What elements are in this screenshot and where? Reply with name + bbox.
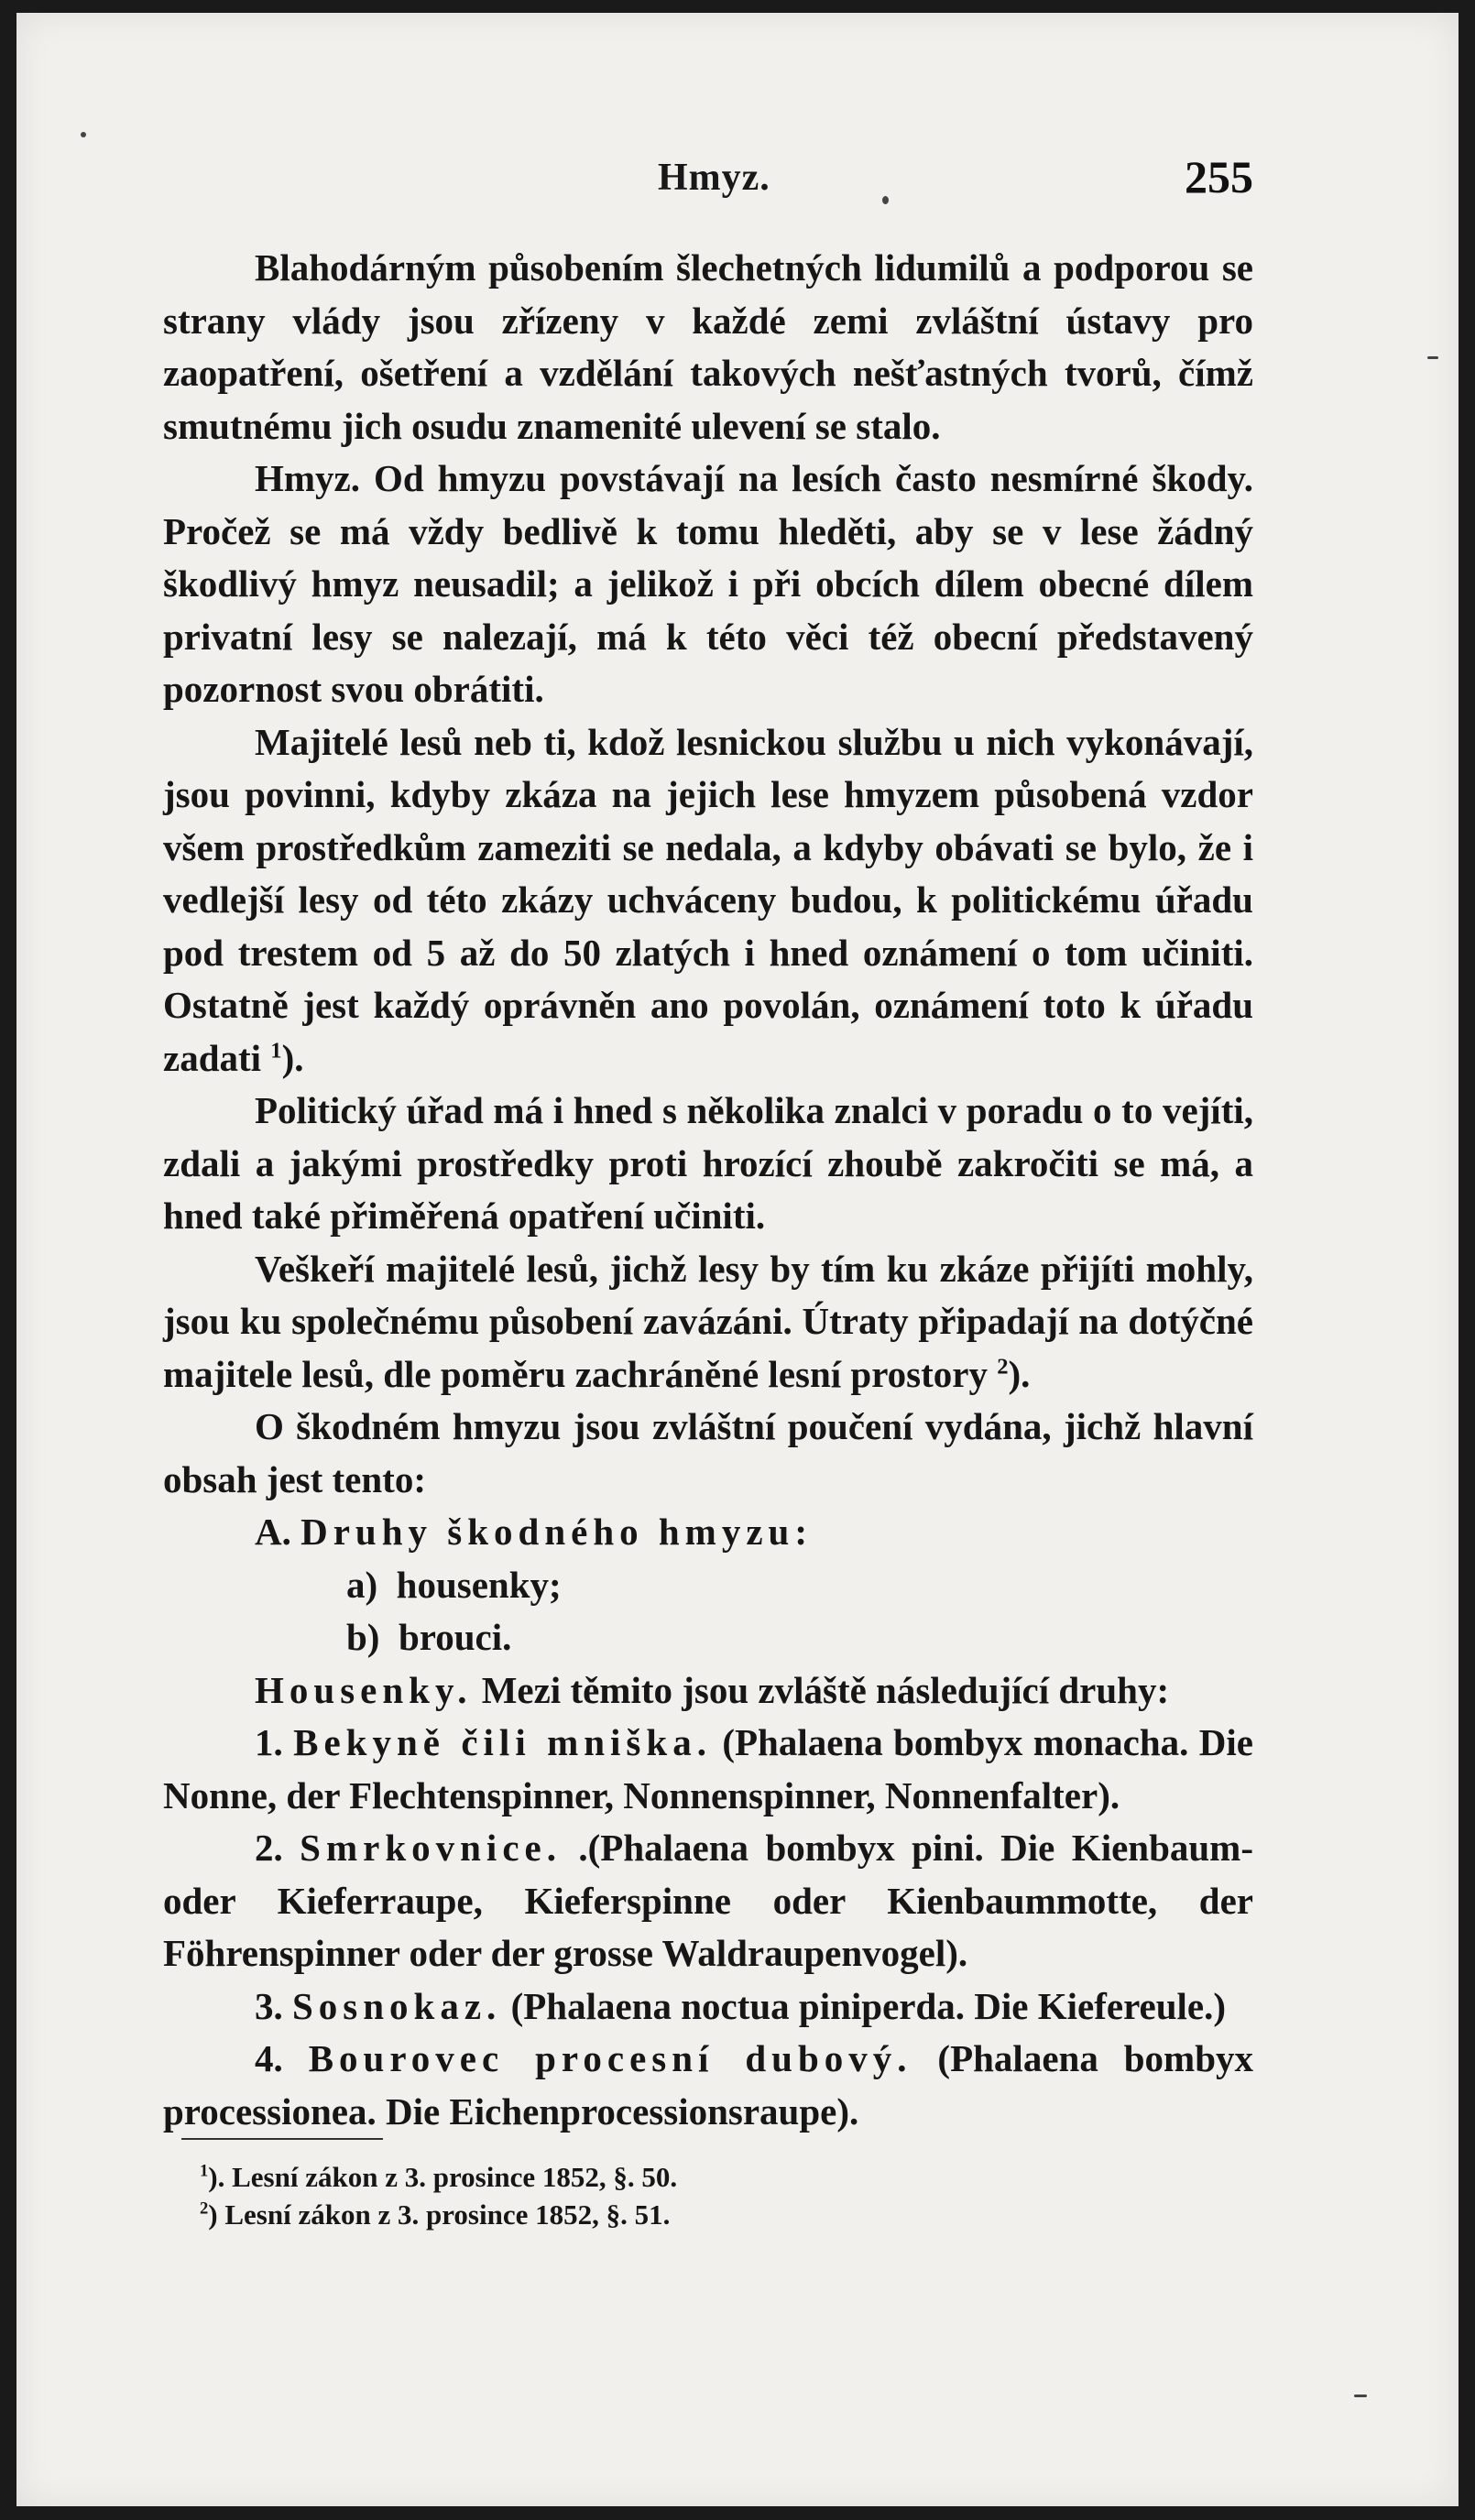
species-4-name: Bourovec procesní dubový. [308, 2037, 912, 2079]
footnote-rule [181, 2138, 383, 2140]
paragraph-6-text: O škodném hmyzu jsou zvláštní poučení vydána, jichž hlavní obsah jest tento: [163, 1405, 1253, 1500]
species-2-text: .(Phalaena bombyx pini. Die Kienbaum- oder Kieferraupe, Kieferspinne oder Kienbaummotte, der Föhrenspinner oder der grosse Waldraupenvogel). [163, 1827, 1253, 1974]
housenky-lead: Housenky. [255, 1668, 473, 1711]
footnote-ref-1: 1 [270, 1037, 282, 1063]
housenky-text: Mezi těmito jsou zvláště následující druhy: [472, 1668, 1170, 1711]
list-item-b-text: brouci. [398, 1616, 512, 1658]
paragraph-5-end: ). [1008, 1352, 1031, 1395]
ink-speck [81, 132, 86, 137]
list-item-a-text: housenky; [396, 1563, 562, 1606]
section-a-title: Druhy škodného hmyzu: [300, 1511, 813, 1553]
species-2-name: Smrkovnice. [300, 1827, 562, 1869]
page-header [163, 150, 1253, 214]
footnote-2 [200, 2196, 1207, 2233]
paragraph-2-lead: Hmyz. [255, 457, 360, 499]
paragraph-1-text: Blahodárným působením šlechetných lidumilů a podporou se strany vlády jsou zřízeny v každé zemi zvláštní ústavy pro zaopatření, ošetření a vzdělání takových nešťastných tvorů, čímž smutnému jich osudu znamenité ulevení se stalo. [163, 246, 1253, 447]
species-4-number: 4. [255, 2037, 283, 2079]
list-item-b [163, 1611, 1253, 1664]
paragraph-5-text: Veškeří majitelé lesů, jichž lesy by tím ku zkáze přijíti mohly, jsou ku společnému působení zavázáni. Útraty připadají na dotýčné majitele lesů, dle poměru zachráněné lesní prostory [163, 1247, 1253, 1395]
footnote-1-mark: 1 [200, 2161, 209, 2181]
species-1-name: Bekyně čili mniška. [293, 1721, 712, 1763]
paragraph-4 [163, 1085, 1253, 1243]
body-text [163, 242, 1253, 2138]
housenky-paragraph [163, 1664, 1253, 1718]
species-2 [163, 1822, 1253, 1980]
paragraph-3 [163, 716, 1253, 1085]
section-a-heading [163, 1506, 1253, 1559]
footnote-1-text: ). Lesní zákon z 3. prosince 1852, §. 50. [208, 2161, 678, 2193]
ink-speck [1427, 356, 1438, 359]
paragraph-2 [163, 453, 1253, 716]
running-head: Hmyz. [658, 157, 770, 199]
species-4-text: (Phalaena bombyx processionea. Die Eichenprocessionsraupe). [163, 2037, 1253, 2133]
list-item-a [163, 1559, 1253, 1612]
species-4 [163, 2033, 1253, 2138]
footnote-2-text: ) Lesní zákon z 3. prosince 1852, §. 51. [208, 2198, 671, 2231]
species-3 [163, 1980, 1253, 2034]
species-2-number: 2. [255, 1827, 283, 1869]
paragraph-2-text: Od hmyzu povstávají na lesích často nesmírné škody. Pročež se má vždy bedlivě k tomu hleděti, aby se v lese žádný škodlivý hmyz neusadil; a jelikož i při obcích dílem obecné dílem privatní lesy se nalezají, má k této věci též obecní představený pozornost svou obrátiti. [163, 457, 1253, 710]
paragraph-3-text: Majitelé lesů neb ti, kdož lesnickou službu u nich vykonávají, jsou povinni, kdyby zkáza na jejich lese hmyzem působená vzdor všem prostředkům zameziti se nedala, a kdyby obávati se bylo, že i vedlejší lesy od této zkázy uchváceny budou, k politickému úřadu pod trestem od 5 až do 50 zlatých i hned oznámení o tom učiniti. Ostatně jest každý oprávněn ano povolán, oznámení toto k úřadu zadati [163, 720, 1253, 1079]
footnotes [200, 2138, 1207, 2233]
species-1-text: (Phalaena bombyx monacha. Die Nonne, der Flechtenspinner, Nonnenspinner, Nonnenfalter). [163, 1721, 1253, 1816]
ink-speck [1354, 2395, 1367, 2397]
section-a-label: A. [255, 1511, 291, 1553]
species-1-number: 1. [255, 1721, 283, 1763]
book-page [16, 13, 1459, 2506]
footnote-1 [200, 2158, 1207, 2196]
paragraph-4-text: Politický úřad má i hned s několika znalci v poradu o to vejíti, zdali a jakými prostředky proti hrozící zhoubě zakročiti se má, a hned také přiměřená opatření učiniti. [163, 1089, 1253, 1237]
species-3-name: Sosnokaz. [292, 1984, 502, 2027]
list-item-a-marker: a) [346, 1563, 378, 1606]
paragraph-6 [163, 1401, 1253, 1506]
species-3-number: 3. [255, 1984, 283, 2027]
species-1 [163, 1717, 1253, 1822]
paragraph-3-end: ). [281, 1036, 304, 1079]
footnote-2-mark: 2 [200, 2198, 209, 2219]
ink-speck [882, 196, 889, 204]
footnote-ref-2: 2 [997, 1353, 1009, 1379]
list-item-b-marker: b) [346, 1616, 380, 1658]
paragraph-5 [163, 1243, 1253, 1402]
paragraph-1 [163, 242, 1253, 453]
page-number: 255 [1185, 151, 1253, 202]
species-3-text: (Phalaena noctua piniperda. Die Kiefereule.) [501, 1984, 1227, 2027]
